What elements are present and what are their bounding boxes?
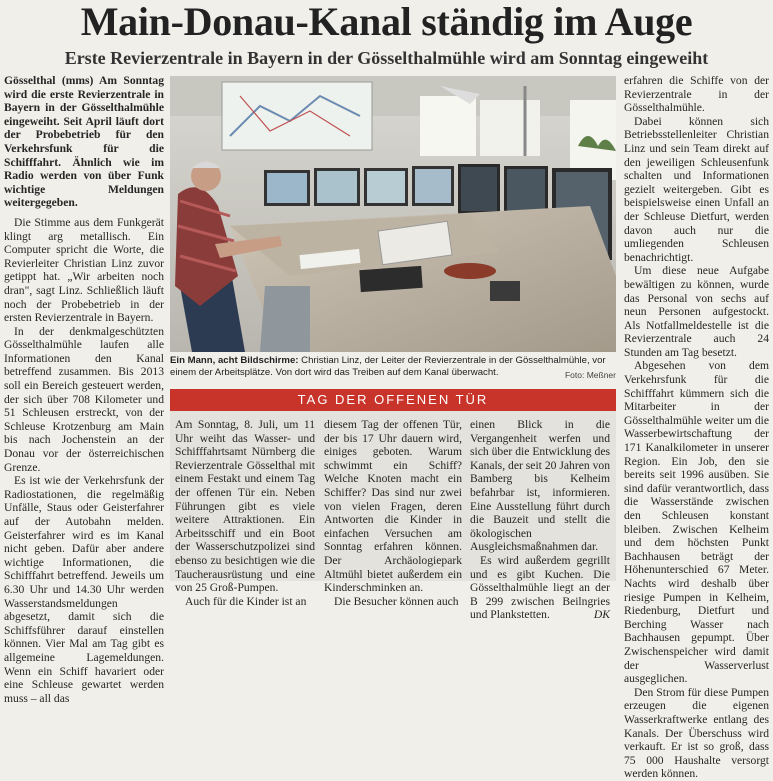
author-initials: DK bbox=[593, 608, 610, 622]
paragraph: In der denkmalgeschützten Gösselthalmühle laufen alle Informationen den Kanal betreffend zusammen. Bis 2013 soll ein Bereich gesteuert werden, der sich über 708 Kilometer und 51 Schleusen erstreckt, von der Schleuse Krotzenburg am Main bis nach Jochenstein an der Donau vor der österreichischen Grenze. bbox=[4, 324, 164, 474]
info-box-column-2 bbox=[324, 418, 462, 608]
lead-paragraph: Gösselthal (mms) Am Sonntag wird die erste Revierzentrale in Bayern in der Gösselthalmühle eingeweiht. Seit April läuft dort der Probebetrieb für den Verkehrsfunk für die Schifffahrt. Ähnlich wie im Radio werden von über Funk wichtige Meldungen weitergegeben. bbox=[4, 74, 164, 210]
paragraph: erfahren die Schiffe von der Revierzentrale in der Gösselthalmühle. bbox=[624, 74, 769, 115]
article-photo bbox=[170, 76, 616, 352]
paragraph bbox=[470, 554, 610, 622]
paragraph: Es ist wie der Verkehrsfunk der Radiostationen, die regelmäßig Unfälle, Staus oder Geisterfahrer auf der Autobahn melden. Geisterfahrer wird es im Kanal nicht geben. Dafür aber andere wichtige Informationen, die Schifffahrt betreffend. Jeweils um 6.30 Uhr und 14.30 Uhr werden Wasserstandsmeldungen abgesetzt, damit sich die Schiffsführer darauf einstellen können. Vier Mal am Tag gibt es allgemeine Lagemeldungen. Wenn ein Schiff havariert oder eine Schleuse gewartet werden muss – all das bbox=[4, 474, 164, 705]
info-box-title: TAG DER OFFENEN TÜR bbox=[170, 389, 616, 411]
paragraph: Um diese neue Aufgabe bewältigen zu können, wurde das Personal von sechs auf neun Personen aufgestockt. Als Notfallmeldestelle ist die Revierzentrale auch 24 Stunden am Tag besetzt. bbox=[624, 264, 769, 359]
paragraph: Abgesehen von dem Verkehrsfunk für die Schifffahrt kümmern sich die Mitarbeiter in der Gösselthalmühle weiter um die Wasserbewirtschaftung der 171 Kanalkilometer in unserer Region. Ein Job, den sie bereits seit 1996 ausüben. Sie sind dafür verantwortlich, dass die Wasserstände zwischen den Schleusen konstant bleiben. Zwischen Kelheim und dem höchsten Punkt Bachhausen beträgt der Höhenunterschied 67 Meter. Nachts wird deshalb über riesige Pumpen in Kelheim, Riedenburg, Dietfurt und Berching Wasser nach Bachhausen gepumpt. Über Zwischenspeicher wird damit der Wasserverlust ausgeglichen. bbox=[624, 359, 769, 686]
caption-text: Christian Linz, der Leiter der Revierzentrale in der Gösselthalmühle, vor einem der Arbeitsplätze. Von dort wird das Treiben auf dem Kanal überwacht. bbox=[170, 355, 606, 378]
caption-bold: Ein Mann, acht Bildschirme: bbox=[170, 355, 299, 366]
paragraph: diesem Tag der offenen Tür, der bis 17 Uhr dauern wird, einiges geboten. Warum schwimmt ein Schiff? Welche Knoten macht ein Schiffer? Das sind nur zwei von vielen Fragen, deren Antworten die Kinder in einfachen Versuchen am Sonntag erfahren können. Der Archäologiepark Altmühl bietet außerdem ein Kinderschminken an. bbox=[324, 418, 462, 595]
subheadline: Erste Revierzentrale in Bayern in der Gösselthalmühle wird am Sonntag eingeweiht bbox=[64, 48, 709, 68]
paragraph: Die Stimme aus dem Funkgerät klingt arg metallisch. Ein Computer spricht die Worte, die Revierleiter Christian Linz zuvor getippt hat. „Wir arbeiten noch dran", sagt Linz. Schließlich läuft noch der Probebetrieb in der ersten Revierzentrale in Bayern. bbox=[4, 215, 164, 325]
paragraph: Auch für die Kinder ist an bbox=[185, 594, 307, 608]
info-box-column-3 bbox=[470, 418, 610, 622]
paragraph: Die Besucher können auch bbox=[334, 594, 459, 608]
paragraph: Dabei können sich Betriebsstellenleiter Christian Linz und sein Team direkt auf den jeweiligen Schleusenfunk schalten und Informationen gezielt weitergeben. Gibt es beispielsweise einen Unfall an der Schleuse Dietfurt, werden davon auch nur die umliegenden Schleusen benachrichtigt. bbox=[624, 114, 769, 264]
headline: Main-Donau-Kanal ständig im Auge bbox=[80, 0, 693, 44]
control-room-image bbox=[170, 76, 616, 352]
paragraph: einen Blick in die Vergangenheit werfen und sich über die Entwicklung des Kanals, der seit 20 Jahren von Bamberg bis Kelheim befahrbar ist, informieren. Eine Ausstellung führt durch die Bauzeit und stellt die ökologischen Ausgleichsmaßnahmen dar. bbox=[470, 418, 610, 554]
article-column-1 bbox=[4, 74, 164, 705]
article-column-4 bbox=[624, 74, 769, 781]
photo-credit: Foto: Meßner bbox=[564, 370, 616, 380]
photo-caption bbox=[170, 355, 616, 381]
paragraph: Den Strom für diese Pumpen erzeugen die eigenen Wasserkraftwerke entlang des Kanals. Der Überschuss wird verkauft. Er ist so groß, dass 75 000 Haushalte versorgt werden können. bbox=[624, 685, 769, 781]
info-box-column-1 bbox=[175, 418, 315, 608]
paragraph-text: Es wird außerdem gegrillt und es gibt Kuchen. Die Gösselthalmühle liegt an der B 299 zwischen Beilngries und Plankstetten. bbox=[470, 553, 610, 622]
paragraph: Am Sonntag, 8. Juli, um 11 Uhr weiht das Wasser- und Schifffahrtsamt Nürnberg die Revierzentrale Gösselthal mit einem Festakt und einem Tag der offenen Tür ein. Neben Führungen gibt es viele weitere Attraktionen. Ein Arbeitsschiff und ein Boot der Wasserschutzpolizei sind ebenso zu besichtigen wie die Taucherausrüstung und eine von 25 Groß-Pumpen. bbox=[175, 418, 315, 595]
